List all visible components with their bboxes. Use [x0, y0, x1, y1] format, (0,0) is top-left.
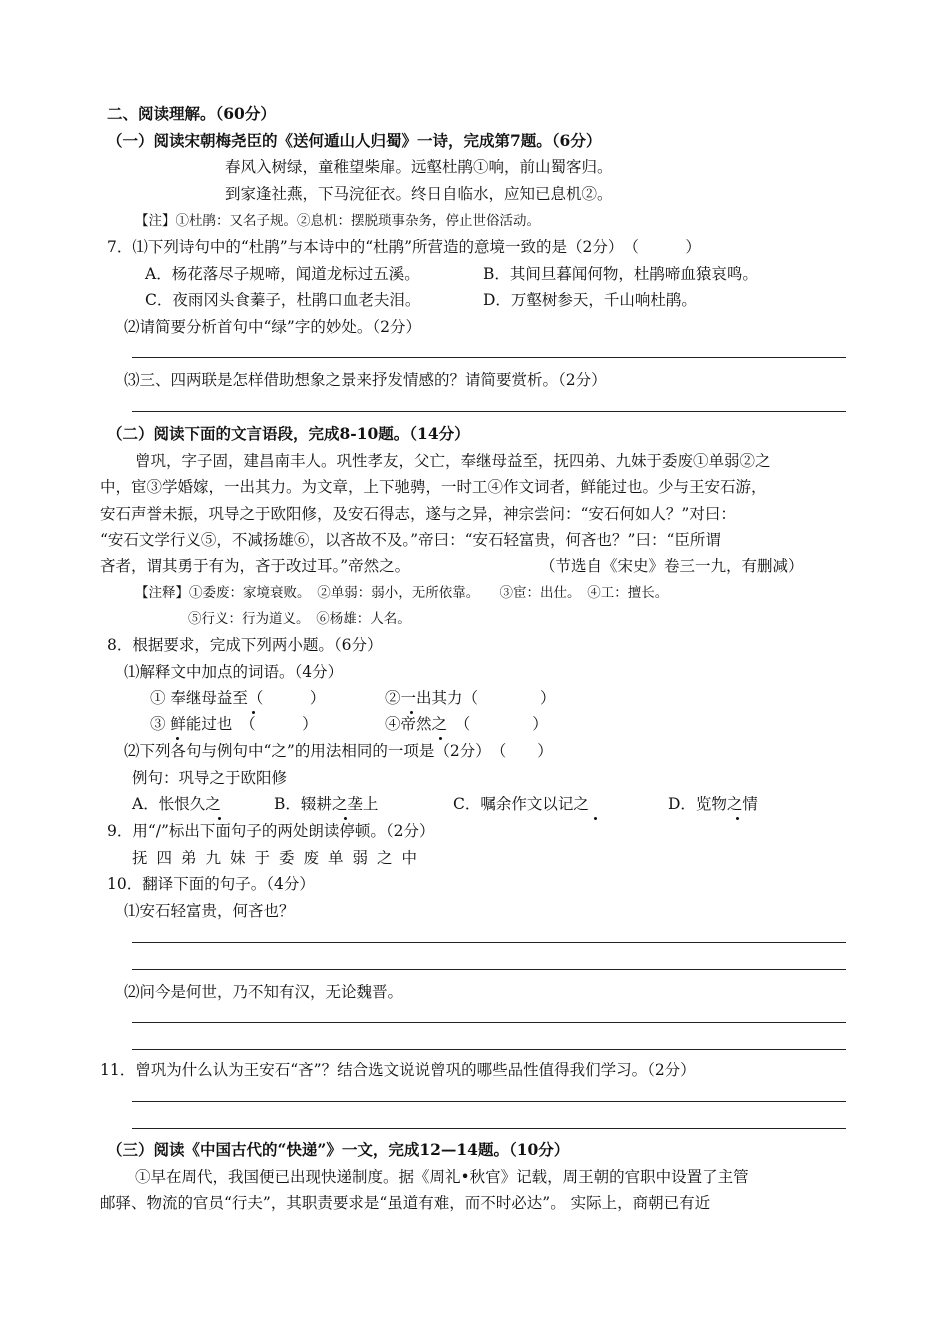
option-8-a: A．怅恨久之: [132, 795, 221, 813]
question-9: 9．用“/”标出下面句子的两处朗读停顿。（2分）: [107, 822, 435, 840]
example-sentence: 例句：巩导之于欧阳修: [132, 769, 288, 787]
option-7-d: D．万壑树参天，千山响杜鹃。: [483, 291, 697, 309]
passage-line: 中，宦③学婚嫁，一出其力。为文章，上下驰骋，一时工④作文词者，鲜能过也。少与王安石游，: [100, 478, 767, 496]
question-10: 10．翻译下面的句子。（4分）: [107, 875, 315, 893]
answer-line[interactable]: [132, 1128, 846, 1129]
passage-line: ①早在周代，我国便已出现快递制度。据《周礼•秋官》记载，周王朝的官职中设置了主管: [135, 1168, 749, 1186]
option-7-b: B．其间旦暮闻何物，杜鹃啼血猿哀鸣。: [483, 265, 758, 283]
question-7-2: ⑵请简要分析首句中“绿”字的妙处。（2分）: [124, 318, 421, 336]
part1-heading: （一）阅读宋朝梅尧臣的《送何遁山人归蜀》一诗，完成第7题。（6分）: [107, 131, 602, 150]
word-item-1: ① 奉继母益至（ ）: [150, 689, 326, 707]
answer-line[interactable]: [132, 942, 846, 943]
option-7-c: C．夜雨冈头食蓁子，杜鹃口血老夫泪。: [145, 291, 421, 309]
question-7-1: 7．⑴下列诗句中的“杜鹃”与本诗中的“杜鹃”所营造的意境一致的是（2分） （ ）: [107, 238, 701, 256]
section-title: 二、阅读理解。（60分）: [107, 104, 276, 123]
passage-line: 邮驿、物流的官员“行夫”，其职责要求是“虽道有难，而不时必达”。 实际上，商朝已有近: [100, 1194, 711, 1212]
emphasis-dot: [408, 706, 414, 710]
option-8-c: C．嘱余作文以记之: [453, 795, 589, 813]
passage-notes: 【注释】①委废：家境衰败。 ②单弱：弱小，无所依靠。 ③宦：出仕。 ④工：擅长。: [135, 585, 669, 601]
emphasis-dot: [342, 812, 348, 816]
question-11: 11．曾巩为什么认为王安石“吝”？结合选文说说曾巩的哪些品性值得我们学习。（2分）: [100, 1061, 696, 1079]
passage-line: 安石声誉未振，巩导之于欧阳修，及安石得志，遂与之异，神宗尝问：“安石何如人？”对曰：: [100, 505, 736, 523]
emphasis-dot: [734, 812, 740, 816]
question-7-3: ⑶三、四两联是怎样借助想象之景来抒发情感的？请简要赏析。（2分）: [124, 371, 607, 389]
passage-notes: ⑤行义：行为道义。 ⑥杨雄：人名。: [188, 611, 411, 627]
question-8-2: ⑵下列各句与例句中“之”的用法相同的一项是（2分） （ ）: [124, 742, 553, 760]
passage-source: （节选自《宋史》卷三一九，有删减）: [540, 557, 804, 575]
question-10-2: ⑵问今是何世，乃不知有汉，无论魏晋。: [124, 983, 404, 1001]
question-8: 8．根据要求，完成下列两小题。（6分）: [107, 636, 383, 654]
emphasis-dot: [437, 732, 443, 736]
part2-heading: （二）阅读下面的文言语段，完成8-10题。（14分）: [107, 424, 470, 443]
part3-heading: （三）阅读《中国古代的“快递”》一文，完成12—14题。（10分）: [107, 1140, 570, 1159]
emphasis-dot: [592, 812, 598, 816]
question-10-1: ⑴安石轻富贵，何吝也？: [124, 902, 295, 920]
passage-line: 曾巩，字子固，建昌南丰人。巩性孝友，父亡，奉继母益至，抚四弟、九妹于委废①单弱②之: [135, 452, 771, 470]
answer-line[interactable]: [132, 357, 846, 358]
answer-line[interactable]: [132, 411, 846, 412]
word-item-4: ④帝然之 （ ）: [385, 715, 548, 733]
emphasis-dot: [216, 812, 222, 816]
answer-line[interactable]: [132, 969, 846, 970]
answer-line[interactable]: [132, 1049, 846, 1050]
poem-line-2: 到家逢社燕，下马浣征衣。终日自临水，应知已息机②。: [225, 185, 613, 203]
emphasis-dot: [250, 706, 256, 710]
question-8-1: ⑴解释文中加点的词语。（4分）: [124, 663, 344, 681]
poem-note: 【注】①杜鹃：又名子规。②息机：摆脱琐事杂务，停止世俗活动。: [135, 213, 540, 229]
pause-sentence[interactable]: 抚四弟九妹于委废单弱之中: [132, 849, 427, 867]
emphasis-dot: [174, 732, 180, 736]
option-8-b: B．辍耕之垄上: [274, 795, 379, 813]
option-7-a: A．杨花落尽子规啼，闻道龙标过五溪。: [145, 265, 420, 283]
word-item-2: ②一出其力（ ）: [385, 689, 556, 707]
answer-line[interactable]: [132, 1022, 846, 1023]
passage-line: “安石文学行义⑤，不减扬雄⑥，以吝故不及。”帝曰：“安石轻富贵，何吝也？”曰：“臣所谓: [100, 531, 721, 549]
passage-line: 吝者，谓其勇于有为，吝于改过耳。”帝然之。: [100, 557, 411, 575]
answer-line[interactable]: [132, 1101, 846, 1102]
poem-line-1: 春风入树绿，童稚望柴扉。远壑杜鹃①响，前山蜀客归。: [225, 158, 613, 176]
option-8-d: D．览物之情: [668, 795, 758, 813]
word-item-3: ③ 鲜能过也 （ ）: [150, 715, 318, 733]
